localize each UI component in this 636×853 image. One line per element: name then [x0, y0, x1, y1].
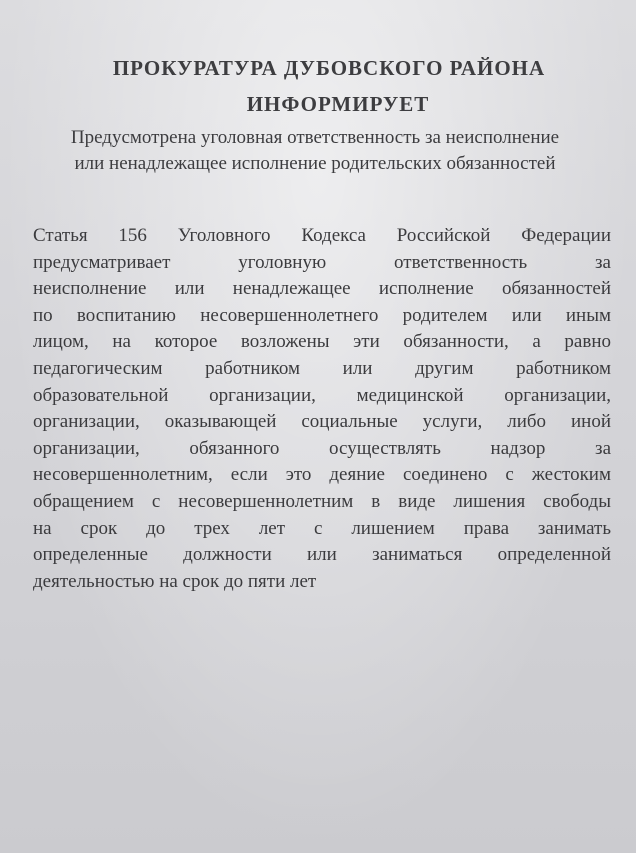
- body-line: по воспитанию несовершеннолетнего родителем или иным: [33, 304, 611, 326]
- body-line: педагогическим работником или другим работником: [33, 357, 611, 379]
- body-line: деятельностью на срок до пяти лет: [33, 570, 317, 592]
- body-line: организации, оказывающей социальные услуги, либо иной: [33, 411, 611, 433]
- body-line: несовершеннолетним, если это деяние соединено с жестоким: [33, 464, 611, 486]
- document-body: [33, 223, 611, 595]
- body-line: предусматривает уголовную ответственность за: [33, 251, 611, 273]
- body-line: неисполнение или ненадлежащее исполнение обязанностей: [33, 278, 611, 300]
- document-title-secondary: ИНФОРМИРУЕТ: [246, 92, 430, 116]
- body-line: Статья 156 Уголовного Кодекса Российской Федерации: [33, 225, 611, 246]
- body-line: на срок до трех лет с лишением права занимать: [33, 517, 611, 539]
- document-header: [0, 50, 636, 122]
- subtitle-line: или ненадлежащее исполнение родительских обязанностей: [74, 153, 556, 174]
- body-line: определенные должности или заниматься определенной: [33, 544, 611, 566]
- document-subtitle: [30, 125, 600, 177]
- subtitle-line: Предусмотрена уголовная ответственность за неисполнение: [70, 127, 560, 148]
- body-line: организации, обязанного осуществлять надзор за: [33, 437, 611, 459]
- body-line: образовательной организации, медицинской организации,: [33, 384, 611, 406]
- body-line: обращением с несовершеннолетним в виде лишения свободы: [33, 490, 611, 512]
- body-line: лицом, на которое возложены эти обязанности, а равно: [33, 331, 611, 353]
- document-title: ПРОКУРАТУРА ДУБОВСКОГО РАЙОНА: [112, 56, 546, 80]
